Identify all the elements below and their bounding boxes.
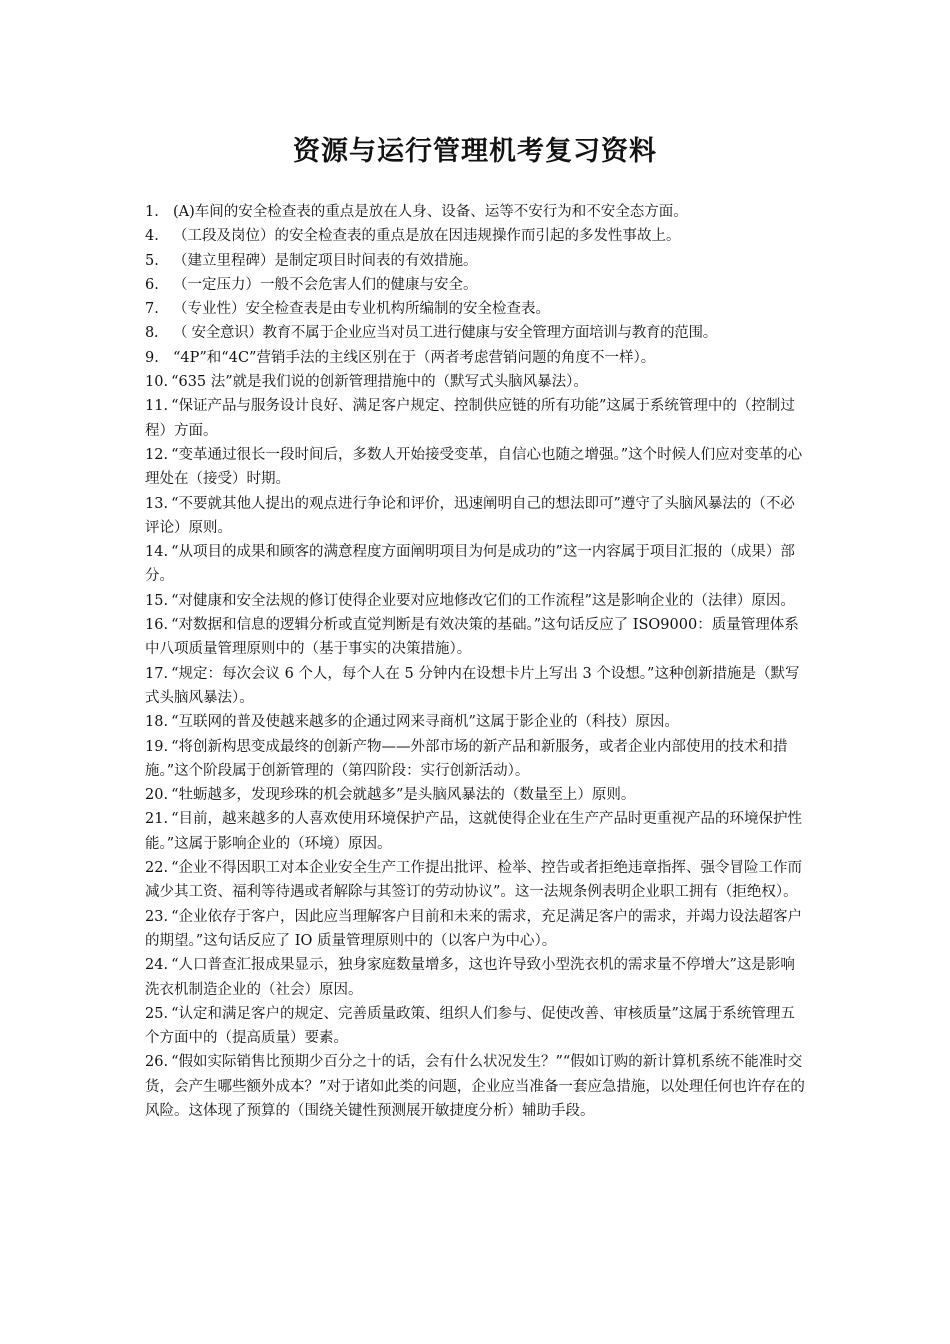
item-number: 6. [145, 276, 159, 293]
item-number: 1. [145, 204, 159, 220]
item-text: “保证产品与服务设计良好、满足客户规定、控制供应链的所有功能”这属于系统管理中的（控制过程）方面。 [145, 398, 795, 439]
list-item [145, 710, 809, 734]
list-item [145, 589, 809, 613]
list-item [145, 443, 809, 492]
item-text: “从项目的成果和顾客的满意程度方面阐明项目为何是成功的”这一内容属于项目汇报的（成果）部分。 [145, 544, 795, 585]
list-item [145, 249, 809, 273]
item-text: “规定：每次会议 6 个人，每个人在 5 分钟内在设想卡片上写出 3 个设想。”这种创新措施是（默写式头脑风暴法）。 [145, 665, 800, 706]
list-item [145, 540, 809, 589]
item-text: “互联网的普及使越来越多的企通过网来寻商机”这属于影企业的（科技）原因。 [171, 714, 679, 731]
item-text: （一定压力）一般不会危害人们的健康与安全。 [173, 276, 478, 293]
item-number: 4. [145, 228, 159, 245]
list-item [145, 346, 809, 370]
item-text: “不要就其他人提出的观点进行争论和评价，迅速阐明自己的想法即可”遵守了头脑风暴法的（不必评论）原则。 [145, 495, 795, 536]
item-number: 7. [145, 301, 159, 318]
item-number: 10. [145, 374, 169, 391]
item-text: “变革通过很长一段时间后，多数人开始接受变革，自信心也随之增强。”这个时候人们应对变革的心理处在（接受）时期。 [145, 446, 803, 488]
list-item [145, 1050, 809, 1123]
item-text: “将创新构思变成最终的创新产物——外部市场的新产品和新服务，或者企业内部使用的技术和措施。”这个阶段属于创新管理的（第四阶段：实行创新活动）。 [145, 738, 788, 779]
item-number: 5. [145, 252, 159, 269]
item-number: 21. [145, 811, 169, 828]
item-number: 26. [145, 1054, 169, 1071]
item-text: “企业依存于客户，因此应当理解客户目前和未来的需求，充足满足客户的需求，并竭力设法超客户的期望。”这句话反应了 IO 质量管理原则中的（以客户为中心）。 [145, 908, 802, 949]
item-text: “目前，越来越多的人喜欢使用环境保护产品，这就使得企业在生产产品时更重视产品的环境保护性能。”这属于影响企业的（环境）原因。 [145, 811, 802, 852]
list-item [145, 783, 809, 807]
item-text: “认定和满足客户的规定、完善质量政策、组织人们参与、促使改善、审核质量”这属于系统管理五个方面中的（提高质量）要素。 [145, 1005, 795, 1047]
item-number: 11. [145, 398, 169, 415]
item-text: (A)车间的安全检查表的重点是放在人身、设备、运等不安行为和不安全态方面。 [173, 204, 688, 220]
list-item [145, 905, 809, 954]
item-text: （专业性）安全检查表是由专业机构所编制的安全检查表。 [173, 301, 550, 318]
item-text: “牡蛎越多，发现珍珠的机会就越多”是头脑风暴法的（数量至上）原则。 [171, 787, 636, 804]
item-number: 18. [145, 714, 169, 731]
list-item [145, 613, 809, 662]
item-text: “635 法”就是我们说的创新管理措施中的（默写式头脑风暴法）。 [171, 374, 588, 391]
item-number: 12. [145, 446, 169, 463]
list-item [145, 394, 809, 443]
item-number: 17. [145, 665, 169, 682]
list-item [145, 224, 809, 248]
list-item [145, 492, 809, 541]
item-number: 9. [145, 349, 159, 366]
list-item [145, 953, 809, 1002]
item-number: 8. [145, 325, 159, 342]
list-item [145, 321, 809, 345]
item-text: “假如实际销售比预期少百分之十的话，会有什么状况发生？”“假如订购的新计算机系统不能准时交货，会产生哪些额外成本？”对于诸如此类的问题，企业应当准备一套应急措施，以处理任何也许存在的风险。这体现了预算的（围绕关键性预测展开敏捷度分析）辅助手段。 [145, 1054, 805, 1119]
document-title: 资源与运行管理机考复习资料 [293, 136, 657, 167]
list-item [145, 273, 809, 297]
item-text: “对数据和信息的逻辑分析或直觉判断是有效决策的基础。”这句话反应了 ISO9000：质量管理体系中八项质量管理原则中的（基于事实的决策措施）。 [145, 617, 799, 658]
question-list [145, 200, 809, 1123]
item-text: （建立里程碑）是制定项目时间表的有效措施。 [173, 252, 478, 269]
item-number: 24. [145, 957, 169, 974]
list-item [145, 735, 809, 784]
item-number: 13. [145, 495, 169, 512]
list-item [145, 370, 809, 394]
item-number: 15. [145, 592, 169, 609]
item-number: 23. [145, 908, 169, 925]
item-number: 16. [145, 617, 169, 634]
list-item [145, 662, 809, 711]
list-item [145, 807, 809, 856]
item-text: （ 安全意识）教育不属于企业应当对员工进行健康与安全管理方面培训与教育的范围。 [173, 325, 717, 342]
item-number: 20. [145, 787, 169, 804]
item-number: 25. [145, 1005, 169, 1022]
list-item [145, 200, 809, 224]
item-number: 19. [145, 738, 169, 755]
item-number: 22. [145, 860, 169, 877]
item-text: （工段及岗位）的安全检查表的重点是放在因违规操作而引起的多发性事故上。 [173, 228, 681, 245]
item-text: “4P”和“4C”营销手法的主线区别在于（两者考虑营销问题的角度不一样）。 [173, 349, 656, 366]
item-text: “人口普查汇报成果显示，独身家庭数量增多，这也许导致小型洗衣机的需求量不停增大”这是影响洗衣机制造企业的（社会）原因。 [145, 957, 795, 998]
item-text: “对健康和安全法规的修订使得企业要对应地修改它们的工作流程”这是影响企业的（法律）原因。 [171, 592, 795, 609]
item-text: “企业不得因职工对本企业安全生产工作提出批评、检举、控告或者拒绝违章指挥、强令冒险工作而减少其工资、福利等待遇或者解除与其签订的劳动协议”。这一法规条例表明企业职工拥有（拒绝权）。 [145, 860, 802, 901]
list-item [145, 1002, 809, 1051]
item-number: 14. [145, 544, 169, 561]
list-item [145, 297, 809, 321]
list-item [145, 856, 809, 905]
